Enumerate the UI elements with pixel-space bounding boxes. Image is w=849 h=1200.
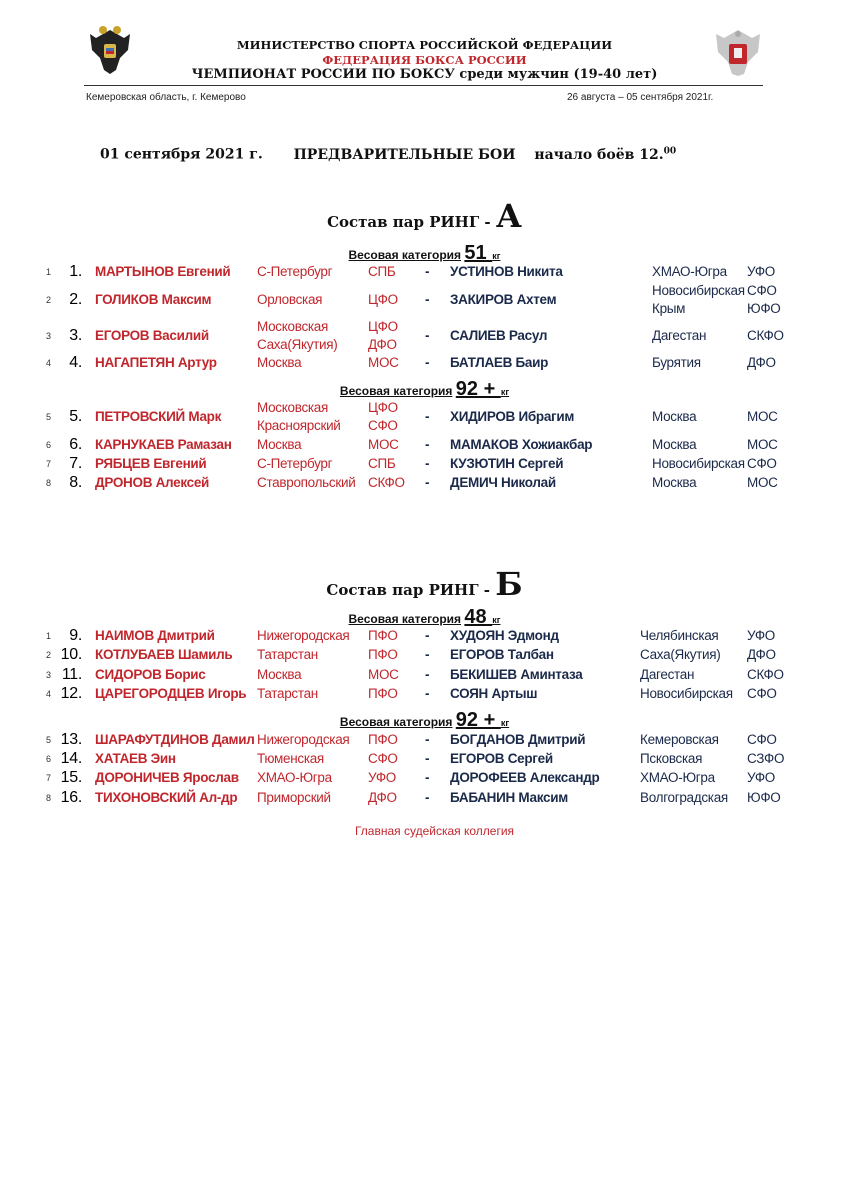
- red-corner-region: Татарстан: [257, 686, 318, 701]
- blue-corner-name: БАТЛАЕВ Баир: [450, 355, 549, 370]
- row-index: 8: [46, 478, 51, 488]
- ring-title: [0, 197, 849, 235]
- bout-dash: -: [425, 686, 430, 701]
- red-corner-name: ЕГОРОВ Василий: [95, 328, 209, 343]
- blue-corner-name: СОЯН Артыш: [450, 686, 538, 701]
- red-corner-district: ПФО: [368, 628, 398, 643]
- red-corner-district: МОС: [368, 437, 399, 452]
- bout-dash: -: [425, 409, 430, 424]
- blue-corner-name: ДЕМИЧ Николай: [450, 475, 556, 490]
- blue-corner-region: Новосибирская: [640, 686, 733, 701]
- ring-letter: А: [495, 197, 522, 235]
- red-corner-district: ПФО: [368, 647, 398, 662]
- weight-category-unit: кг: [492, 251, 501, 261]
- weight-category-label: Весовая категория: [348, 248, 462, 262]
- blue-corner-region: ХМАО-Югра: [640, 770, 715, 785]
- bout-dash: -: [425, 667, 430, 682]
- bout-number: 10.: [60, 646, 82, 663]
- footer-signature: Главная судейская коллегия: [354, 824, 515, 838]
- weight-category-heading: [0, 378, 849, 401]
- red-corner-name: ШАРАФУТДИНОВ Дамил: [95, 732, 255, 747]
- weight-category-value: 92 +: [455, 378, 501, 400]
- blue-corner-region: Бурятия: [652, 355, 701, 370]
- red-corner-district: СПБ: [368, 264, 396, 279]
- weight-category-heading: [0, 709, 849, 732]
- red-corner-district: ПФО: [368, 686, 398, 701]
- blue-corner-region: Псковская: [640, 751, 703, 766]
- red-corner-region: Москва: [257, 437, 302, 452]
- red-corner-region: ХМАО-Югра: [257, 770, 332, 785]
- weight-category-unit: кг: [492, 615, 501, 625]
- red-corner-name: МАРТЫНОВ Евгений: [95, 264, 231, 279]
- red-corner-region: Москва: [257, 667, 302, 682]
- bout-number: 9.: [69, 627, 82, 644]
- weight-category-value: 51: [464, 242, 493, 264]
- red-corner-district: МОС: [368, 667, 399, 682]
- red-corner-district: ЦФО: [368, 292, 398, 307]
- weight-category-value: 92 +: [455, 709, 501, 731]
- blue-corner-district: УФО: [747, 770, 775, 785]
- row-index: 7: [46, 459, 51, 469]
- blue-corner-district: СФО: [747, 686, 777, 701]
- bout-dash: -: [425, 770, 430, 785]
- blue-corner-name: ЕГОРОВ Сергей: [450, 751, 553, 766]
- red-corner-district: СКФО: [368, 475, 405, 490]
- row-index: 3: [46, 331, 51, 341]
- bout-number: 13.: [60, 731, 82, 748]
- red-corner-region: С-Петербург: [257, 456, 333, 471]
- row-index: 2: [46, 650, 51, 660]
- red-corner-name: ГОЛИКОВ Максим: [95, 292, 212, 307]
- row-index: 1: [46, 631, 51, 641]
- event-dates: 26 августа – 05 сентября 2021г.: [567, 92, 714, 103]
- blue-corner-region: Дагестан: [640, 667, 695, 682]
- row-index: 5: [46, 735, 51, 745]
- red-corner-region: Приморский: [257, 790, 331, 805]
- blue-corner-district: УФО: [747, 264, 775, 279]
- blue-corner-name: КУЗЮТИН Сергей: [450, 456, 564, 471]
- red-corner-name: КАРНУКАЕВ Рамазан: [95, 437, 232, 452]
- red-corner-name: ТИХОНОВСКИЙ Ал-др: [95, 790, 238, 805]
- row-index: 3: [46, 670, 51, 680]
- ring-title: [0, 565, 849, 603]
- bout-dash: -: [425, 628, 430, 643]
- bout-dash: -: [425, 751, 430, 766]
- bout-number: 8.: [69, 474, 82, 491]
- red-corner-name: ХАТАЕВ Эин: [95, 751, 176, 766]
- championship-title: ЧЕМПИОНАТ РОССИИ ПО БОКСУ среди мужчин (19-40 лет): [191, 67, 658, 82]
- blue-corner-district: СФО ЮФО: [747, 283, 781, 316]
- row-index: 6: [46, 754, 51, 764]
- bout-dash: -: [425, 647, 430, 662]
- blue-corner-name: ХУДОЯН Эдмонд: [450, 628, 559, 643]
- blue-corner-district: УФО: [747, 628, 775, 643]
- bout-dash: -: [425, 456, 430, 471]
- blue-corner-name: ЕГОРОВ Талбан: [450, 647, 554, 662]
- bout-number: 2.: [69, 291, 82, 308]
- blue-corner-region: Москва: [652, 437, 697, 452]
- blue-corner-district: МОС: [747, 475, 778, 490]
- blue-corner-district: МОС: [747, 437, 778, 452]
- bout-dash: -: [425, 355, 430, 370]
- weight-category-label: Весовая категория: [339, 715, 453, 729]
- day-line: [100, 146, 676, 163]
- bout-number: 1.: [69, 263, 82, 280]
- blue-corner-name: ХИДИРОВ Ибрагим: [450, 409, 575, 424]
- bout-number: 15.: [60, 769, 82, 786]
- row-index: 5: [46, 412, 51, 422]
- red-corner-district: ПФО: [368, 732, 398, 747]
- red-corner-region: Орловская: [257, 292, 323, 307]
- row-index: 1: [46, 267, 51, 277]
- bout-date: 01 сентября 2021 г.: [100, 146, 263, 163]
- ring-title-label: Состав пар РИНГ -: [326, 581, 496, 599]
- bout-number: 16.: [60, 789, 82, 806]
- blue-corner-district: СКФО: [747, 667, 784, 682]
- bout-number: 7.: [69, 455, 82, 472]
- red-corner-name: ДОРОНИЧЕВ Ярослав: [95, 770, 239, 785]
- weight-category-value: 48: [464, 606, 493, 628]
- row-index: 6: [46, 440, 51, 450]
- red-corner-region: С-Петербург: [257, 264, 333, 279]
- weight-category-unit: кг: [500, 718, 510, 728]
- bout-number: 4.: [69, 354, 82, 371]
- red-corner-name: НАИМОВ Дмитрий: [95, 628, 215, 643]
- blue-corner-region: Челябинская: [640, 628, 719, 643]
- red-corner-region: Нижегородская: [257, 732, 350, 747]
- blue-corner-district: ЮФО: [747, 790, 781, 805]
- ring-letter: Б: [495, 565, 523, 603]
- stage-title: ПРЕДВАРИТЕЛЬНЫЕ БОИ: [293, 146, 516, 163]
- blue-corner-name: БОГДАНОВ Дмитрий: [450, 732, 586, 747]
- start-time: начало боёв 12.00: [534, 146, 677, 163]
- blue-corner-name: САЛИЕВ Расул: [450, 328, 548, 343]
- red-corner-name: ДРОНОВ Алексей: [95, 475, 210, 490]
- bout-dash: -: [425, 292, 430, 307]
- red-corner-name: ПЕТРОВСКИЙ Марк: [95, 409, 222, 424]
- red-corner-region: Москва: [257, 355, 302, 370]
- red-corner-district: МОС: [368, 355, 399, 370]
- event-location: Кемеровская область, г. Кемерово: [86, 92, 246, 103]
- blue-corner-name: МАМАКОВ Хожиакбар: [450, 437, 593, 452]
- red-corner-district: СПБ: [368, 456, 396, 471]
- bout-dash: -: [425, 328, 430, 343]
- red-corner-district: УФО: [368, 770, 396, 785]
- blue-corner-name: ДОРОФЕЕВ Александр: [450, 770, 600, 785]
- row-index: 8: [46, 793, 51, 803]
- blue-corner-region: Москва: [652, 475, 697, 490]
- red-corner-region: Ставропольский: [257, 475, 356, 490]
- ring-title-label: Состав пар РИНГ -: [327, 213, 496, 231]
- red-corner-district: СФО: [368, 751, 398, 766]
- blue-corner-region: Кемеровская: [640, 732, 719, 747]
- blue-corner-name: УСТИНОВ Никита: [450, 264, 563, 279]
- weight-category-heading: [0, 606, 849, 629]
- blue-corner-district: СЗФО: [747, 751, 785, 766]
- bout-dash: -: [425, 264, 430, 279]
- ministry-title: МИНИСТЕРСТВО СПОРТА РОССИЙСКОЙ ФЕДЕРАЦИИ: [236, 38, 613, 52]
- bout-dash: -: [425, 732, 430, 747]
- blue-corner-district: ДФО: [747, 647, 776, 662]
- blue-corner-name: БЕКИШЕВ Аминтаза: [450, 667, 583, 682]
- bout-number: 11.: [61, 666, 82, 683]
- blue-corner-district: СКФО: [747, 328, 784, 343]
- bout-number: 3.: [69, 327, 82, 344]
- red-corner-region: Московская Саха(Якутия): [257, 319, 338, 352]
- blue-corner-district: СФО: [747, 732, 777, 747]
- red-corner-district: ДФО: [368, 790, 397, 805]
- weight-category-unit: кг: [500, 387, 510, 397]
- bout-number: 12.: [60, 685, 82, 702]
- red-corner-name: КОТЛУБАЕВ Шамиль: [95, 647, 233, 662]
- blue-corner-region: Волгоградская: [640, 790, 728, 805]
- row-index: 4: [46, 358, 51, 368]
- blue-corner-region: ХМАО-Югра: [652, 264, 727, 279]
- blue-corner-district: ДФО: [747, 355, 776, 370]
- federation-title: ФЕДЕРАЦИЯ БОКСА РОССИИ: [322, 53, 527, 67]
- red-corner-name: РЯБЦЕВ Евгений: [95, 456, 207, 471]
- red-corner-name: ЦАРЕГОРОДЦЕВ Игорь: [95, 686, 247, 701]
- blue-corner-region: Саха(Якутия): [640, 647, 721, 662]
- row-index: 7: [46, 773, 51, 783]
- red-corner-region: Тюменская: [257, 751, 324, 766]
- bout-dash: -: [425, 437, 430, 452]
- red-corner-region: Татарстан: [257, 647, 318, 662]
- bout-number: 5.: [69, 408, 82, 425]
- blue-corner-name: БАБАНИН Максим: [450, 790, 568, 805]
- blue-corner-district: МОС: [747, 409, 778, 424]
- blue-corner-region: Дагестан: [652, 328, 707, 343]
- red-corner-district: ЦФО СФО: [368, 400, 398, 433]
- red-corner-name: СИДОРОВ Борис: [95, 667, 206, 682]
- blue-corner-name: ЗАКИРОВ Ахтем: [450, 292, 557, 307]
- blue-corner-region: Москва: [652, 409, 697, 424]
- bout-number: 14.: [60, 750, 82, 767]
- row-index: 2: [46, 295, 51, 305]
- header-divider: [84, 85, 763, 86]
- blue-corner-region: Новосибирская: [652, 456, 745, 471]
- red-corner-name: НАГАПЕТЯН Артур: [95, 355, 217, 370]
- bout-dash: -: [425, 475, 430, 490]
- blue-corner-district: СФО: [747, 456, 777, 471]
- red-corner-region: Московская Красноярский: [257, 400, 341, 433]
- row-index: 4: [46, 689, 51, 699]
- red-corner-region: Нижегородская: [257, 628, 350, 643]
- weight-category-label: Весовая категория: [348, 612, 462, 626]
- bout-number: 6.: [69, 436, 82, 453]
- weight-category-heading: [0, 242, 849, 265]
- weight-category-label: Весовая категория: [339, 384, 453, 398]
- bout-dash: -: [425, 790, 430, 805]
- red-corner-district: ЦФО ДФО: [368, 319, 398, 352]
- blue-corner-region: Новосибирская Крым: [652, 283, 745, 316]
